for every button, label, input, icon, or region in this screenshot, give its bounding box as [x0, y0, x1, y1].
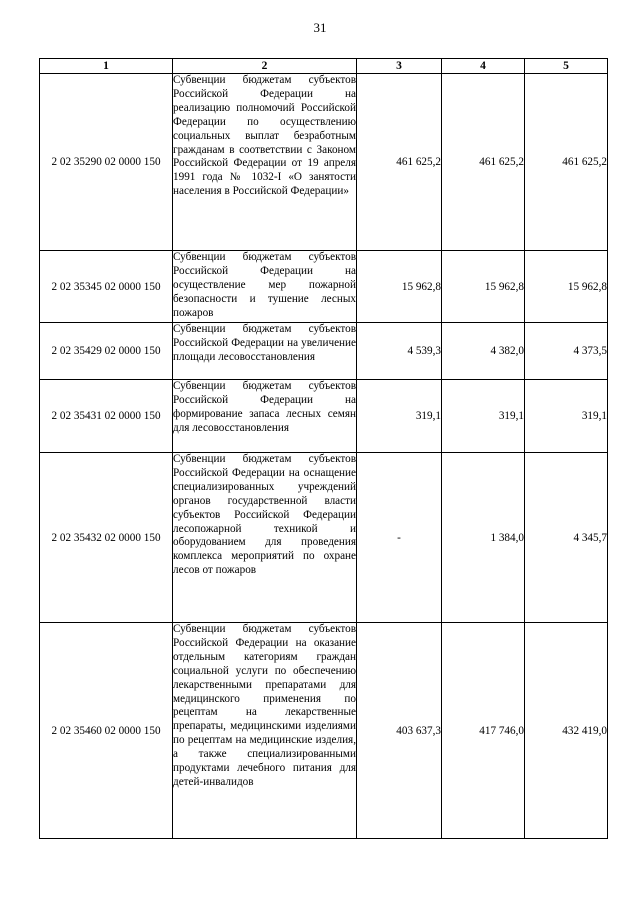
budget-code: 2 02 35345 02 0000 150 — [40, 251, 173, 323]
table-row — [40, 623, 608, 839]
row-description — [173, 251, 357, 323]
column-header-2: 2 — [173, 59, 357, 74]
column-header-4: 4 — [442, 59, 525, 74]
value-col-4: 15 962,8 — [442, 251, 525, 323]
row-description-text: Субвенции бюджетам субъектов Российской Федерации на осуществление мер пожарной безопасности и тушение лесных пожаров — [173, 251, 356, 319]
table-row — [40, 74, 608, 251]
value-col-3: 319,1 — [357, 380, 442, 453]
table-row — [40, 453, 608, 623]
budget-code: 2 02 35429 02 0000 150 — [40, 323, 173, 380]
value-col-4: 1 384,0 — [442, 453, 525, 623]
table-row — [40, 323, 608, 380]
value-col-5: 4 345,7 — [525, 453, 608, 623]
value-col-4: 319,1 — [442, 380, 525, 453]
budget-code: 2 02 35460 02 0000 150 — [40, 623, 173, 839]
value-col-3: 15 962,8 — [357, 251, 442, 323]
value-col-5: 319,1 — [525, 380, 608, 453]
value-col-5: 461 625,2 — [525, 74, 608, 251]
budget-code: 2 02 35432 02 0000 150 — [40, 453, 173, 623]
budget-table — [39, 58, 608, 839]
page-number: 31 — [313, 20, 327, 35]
column-header-3: 3 — [357, 59, 442, 74]
row-description — [173, 623, 357, 839]
row-description-text: Субвенции бюджетам субъектов Российской Федерации на формирование запаса лесных семян для лесовосстановления — [173, 380, 356, 434]
row-description-text: Субвенции бюджетам субъектов Российской Федерации на увеличение площади лесовосстановления — [173, 323, 356, 363]
row-description-text: Субвенции бюджетам субъектов Российской Федерации на оказание отдельным категориям граждан социальной услуги по обеспечению лекарственными препаратами для медицинского применения по рецептам на лекарственные препараты, медицинскими изделиями по рецептам на медицинские изделия, а также специализированными продуктами лечебного питания для детей-инвалидов — [173, 623, 356, 788]
row-description-text: Субвенции бюджетам субъектов Российской Федерации на оснащение специализированных учреждений органов государственной власти субъектов Российской Федерации лесопожарной техникой и оборудованием для проведения комплекса мероприятий по охране лесов от пожаров — [173, 453, 356, 577]
value-col-4: 4 382,0 — [442, 323, 525, 380]
row-description — [173, 453, 357, 623]
value-col-5: 4 373,5 — [525, 323, 608, 380]
budget-code: 2 02 35290 02 0000 150 — [40, 74, 173, 251]
value-col-3: 461 625,2 — [357, 74, 442, 251]
value-col-4: 417 746,0 — [442, 623, 525, 839]
header-row — [40, 59, 608, 74]
value-col-4: 461 625,2 — [442, 74, 525, 251]
row-description-text: Субвенции бюджетам субъектов Российской Федерации на реализацию полномочий Российской Федерации по осуществлению социальных выплат безработным гражданам в соответствии с Законом Российской Федерации от 19 апреля 1991 года № 1032-I «О занятости населения в Российской Федерации» — [173, 74, 356, 198]
row-description — [173, 74, 357, 251]
value-col-3: 4 539,3 — [357, 323, 442, 380]
row-description — [173, 380, 357, 453]
budget-code: 2 02 35431 02 0000 150 — [40, 380, 173, 453]
value-col-3: 403 637,3 — [357, 623, 442, 839]
value-col-5: 15 962,8 — [525, 251, 608, 323]
table-row — [40, 380, 608, 453]
table-row — [40, 251, 608, 323]
row-description — [173, 323, 357, 380]
value-col-3: - — [357, 453, 442, 623]
column-header-1: 1 — [40, 59, 173, 74]
column-header-5: 5 — [525, 59, 608, 74]
value-col-5: 432 419,0 — [525, 623, 608, 839]
